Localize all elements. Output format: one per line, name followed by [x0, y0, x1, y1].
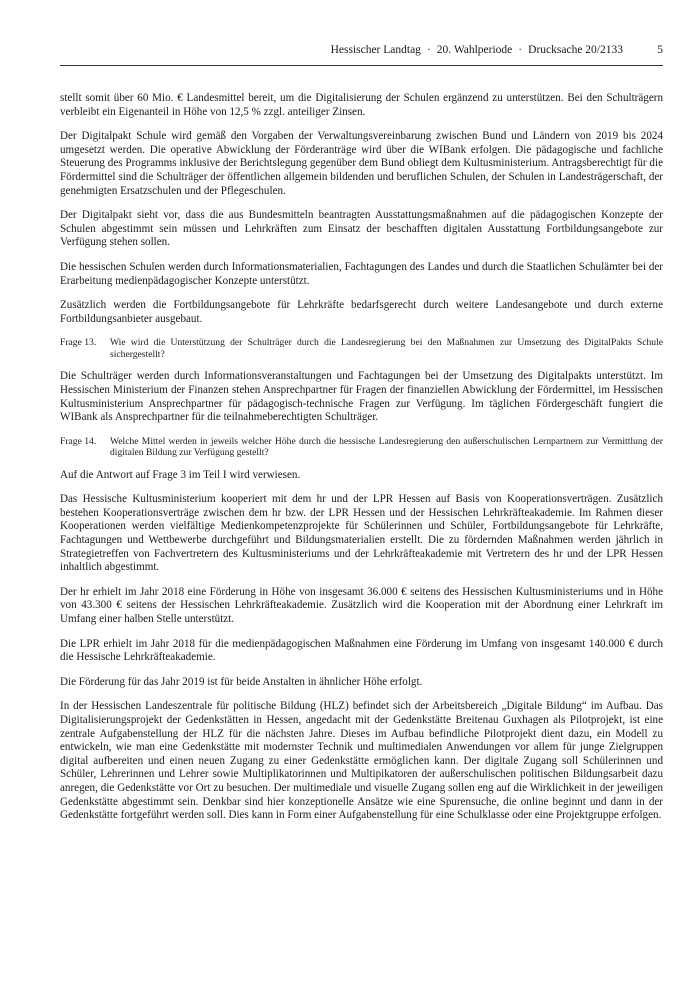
paragraph: Das Hessische Kultusministerium kooperiert mit dem hr und der LPR Hessen auf Basis von Kooperationsverträgen. Zusätzlich bestehen Kooperationsverträge zwischen dem hr bzw. der LPR Hessen und der Hessischen Lehrkräfteakademie. Im Rahmen dieser Kooperationen werden vielfältige Medienkompetenzprojekte für Schülerinnen und Schüler, Fortbildungsangebote für Lehrkräfte, Fachtagungen und Wettbewerbe durchgeführt und Bildungsmaterialien erstellt. Die zu fördernden Maßnahmen werden jährlich in Strategietreffen von Fachvertretern des Kultusministeriums und der Lehrkräfteakademie mit Vertretern des hr und der LPR Hessen inhaltlich abgestimmt. — [60, 493, 663, 574]
paragraph: Die hessischen Schulen werden durch Informationsmaterialien, Fachtagungen des Landes und durch die Staatlichen Schulämter bei der Erarbeitung medienpädagogischer Konzepte unterstützt. — [60, 260, 663, 287]
paragraph: In der Hessischen Landeszentrale für politische Bildung (HLZ) befindet sich der Arbeitsbereich „Digitale Bildung“ im Aufbau. Das Digitalisierungsprojekt der Gedenkstätten in Hessen, angedacht mit der Gedenkstätte Breitenau Guxhagen als Pilotprojekt, ist eine zentrale Aufgabenstellung der HLZ für die nächsten Jahre. Dieses im Aufbau befindliche Pilotprojekt dient dazu, ein Modell zu entwickeln, wie man eine Gedenkstätte mit modernster Technik und multimedialen Anwendungen vor allem für junge Zielgruppen digital aufbereiten und einen neuen Zugang zu einer Gedenkstätte ermöglichen kann. Der digitale Zugang soll Schülerinnen und Schüler, Lehrerinnen und Lehrer sowie Multiplikatorinnen und Multipikatoren der außerschulischen politischen Bildungsarbeit dazu anregen, die Gedenkstätte vor Ort zu besuchen. Der multimediale und visuelle Zugang sollen eng auf die Wirklichkeit in der jeweiligen Gedenkstätte abgestimmt sein. Denkbar sind hier konzeptionelle Ansätze wie eine Spurensuche, die online beginnt und dann in der Gedenkstätte fortgeführt werden soll. Dies kann in Form einer Aufgabenstellung für eine Schulklasse oder eine Projektgruppe erfolgen. — [60, 700, 663, 822]
header-document-ref: Drucksache 20/2133 — [528, 44, 623, 56]
paragraph: Der hr erhielt im Jahr 2018 eine Förderung in Höhe von insgesamt 36.000 € seitens des Hessischen Kultusministeriums und in Höhe von 43.300 € seitens der Hessischen Lehrkräfteakademie. Zusätzlich wird die Kooperation mit der Abordnung einer Lehrkraft im Umfang einer halben Stelle unterstützt. — [60, 585, 663, 626]
question-text: Welche Mittel werden in jeweils welcher Höhe durch die hessische Landesregierung den außerschulischen Lernpartnern zur Vermittlung der digitalen Bildung zur Verfügung gestellt? — [110, 435, 663, 459]
header-separator: · — [426, 44, 431, 56]
question-13 — [60, 337, 663, 360]
page-number: 5 — [657, 44, 663, 56]
question-label: Frage 13. — [60, 337, 97, 349]
question-text: Wie wird die Unterstützung der Schulträger durch die Landesregierung bei den Maßnahmen zur Umsetzung des DigitalPakts Schule sichergestellt? — [110, 337, 663, 360]
paragraph: Zusätzlich werden die Fortbildungsangebote für Lehrkräfte bedarfsgerecht durch weitere Landesangebote und durch externe Fortbildungsanbieter ausgebaut. — [60, 299, 663, 325]
question-14 — [60, 436, 663, 459]
header-period: 20. Wahlperiode — [436, 44, 513, 56]
paragraph: Der Digitalpakt sieht vor, dass die aus Bundesmitteln beantragten Ausstattungsmaßnahmen auf die pädagogischen Konzepte der Schulen abgestimmt sein müssen und Lehrkräften zum Einsatz der beschafften digitalen Ausstattung Fortbildungsangebote zur Verfügung stehen sollen. — [60, 209, 663, 249]
header-separator: · — [518, 44, 523, 56]
paragraph: Auf die Antwort auf Frage 3 im Teil I wird verwiesen. — [60, 468, 301, 481]
header-institution: Hessischer Landtag — [330, 44, 421, 56]
header-reference — [331, 41, 623, 59]
question-label: Frage 14. — [60, 435, 97, 447]
paragraph: Die Förderung für das Jahr 2019 ist für beide Anstalten in ähnlicher Höhe erfolgt. — [60, 675, 423, 688]
paragraph: Der Digitalpakt Schule wird gemäß den Vorgaben der Verwaltungsvereinbarung zwischen Bund und Ländern von 2019 bis 2024 umgesetzt werden. Die operative Abwicklung der Förderanträge wird über die WIBank erfolgen. Die pädagogische und fachliche Steuerung des Programms inklusive der Berichtslegung gegenüber dem Bund obliegt dem Kultusministerium. Antragsberechtigt für die Fördermittel sind die Schulträger der öffentlichen allgemein bildenden und beruflichen Schulen, der Schulen in Landesträgerschaft, der genehmigten Ersatzschulen und der Pflegeschulen. — [60, 130, 663, 197]
page-header — [60, 41, 663, 66]
page-body — [60, 92, 663, 834]
paragraph: Die LPR erhielt im Jahr 2018 für die medienpädagogischen Maßnahmen eine Förderung im Umfang von insgesamt 140.000 € durch die Hessische Lehrkräfteakademie. — [60, 637, 663, 664]
paragraph: stellt somit über 60 Mio. € Landesmittel bereit, um die Digitalisierung der Schulen ergänzend zu unterstützen. Bei den Schulträgern verbleibt ein Eigenanteil in Höhe von 12,5 % zzgl. anteiliger Zinsen. — [60, 92, 663, 118]
paragraph: Die Schulträger werden durch Informationsveranstaltungen und Fachtagungen bei der Umsetzung des Digitalpakts unterstützt. Im Hessischen Ministerium der Finanzen stehen Ansprechpartner für Fragen der finanziellen Abwicklung der Fördermittel, im Hessischen Kultusministerium Ansprechpartner für pädagogisch-technische Fragen zur Verfügung. Im täglichen Fördergeschäft fungiert die WIBank als Ansprechpartner für die teilnahmeberechtigten Schulträger. — [60, 370, 663, 424]
